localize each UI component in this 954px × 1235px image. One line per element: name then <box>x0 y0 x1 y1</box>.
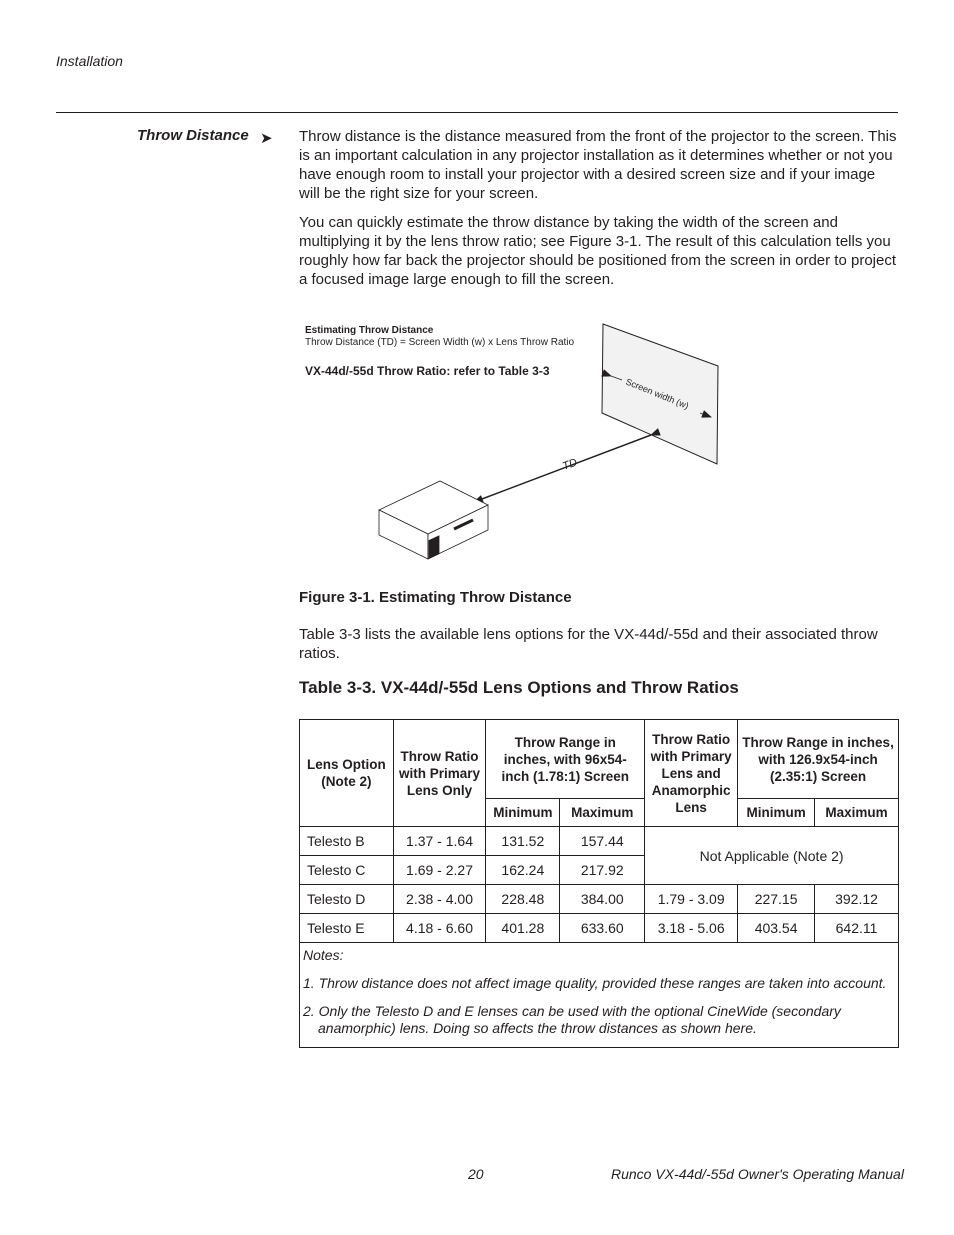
lens-name: Telesto B <box>300 827 394 856</box>
table-intro-paragraph: Table 3-3 lists the available lens options for the VX-44d/-55d and their associated throw ratios. <box>299 626 878 662</box>
td-label: TD <box>560 456 579 473</box>
header-throw-ratio-primary: Throw Ratio with Primary Lens Only <box>393 720 486 827</box>
lens-options-table <box>299 719 899 1048</box>
header-minimum: Minimum <box>738 799 815 827</box>
range-max: 157.44 <box>560 827 645 856</box>
note-1: 1. Throw distance does not affect image quality, provided these ranges are taken into account. <box>303 975 887 991</box>
range-min: 228.48 <box>486 885 560 914</box>
anamorphic-min: 227.15 <box>738 885 815 914</box>
figure-formula: Throw Distance (TD) = Screen Width (w) x Lens Throw Ratio <box>305 337 575 348</box>
range-max: 384.00 <box>560 885 645 914</box>
throw-distance-diagram <box>370 318 730 568</box>
section-heading: Throw Distance <box>137 127 249 144</box>
anamorphic-max: 642.11 <box>815 914 899 943</box>
header-maximum: Maximum <box>560 799 645 827</box>
projector-icon <box>379 481 488 559</box>
throw-ratio: 4.18 - 6.60 <box>393 914 486 943</box>
header-throw-ratio-anamorphic: Throw Ratio with Primary Lens and Anamorphic Lens <box>645 720 738 827</box>
header-range-178: Throw Range in inches, with 96x54-inch (1.78:1) Screen <box>486 720 645 799</box>
estimate-paragraph: You can quickly estimate the throw distance by taking the width of the screen and multiplying it by the lens throw ratio; see Figure 3-1. The result of this calculation tells you roughly how far back the projector should be positioned from the screen in order to project a focused image large enough to fill the screen. <box>299 214 896 288</box>
running-header: Installation <box>56 53 123 69</box>
header-minimum: Minimum <box>486 799 560 827</box>
heading-arrow-icon: ➤ <box>260 130 273 147</box>
screen-width-label: Screen width (w) <box>624 376 691 411</box>
not-applicable-cell: Not Applicable (Note 2) <box>645 827 899 885</box>
lens-name: Telesto C <box>300 856 394 885</box>
table-notes <box>300 943 899 1048</box>
table-title: Table 3-3. VX-44d/-55d Lens Options and Throw Ratios <box>299 678 739 697</box>
anamorphic-ratio: 1.79 - 3.09 <box>645 885 738 914</box>
footer-manual-title: Runco VX-44d/-55d Owner's Operating Manual <box>611 1166 904 1182</box>
range-min: 131.52 <box>486 827 560 856</box>
anamorphic-min: 403.54 <box>738 914 815 943</box>
table-notes-row <box>300 943 899 1048</box>
note-2: 2. Only the Telesto D and E lenses can be used with the optional CineWide (secondary anamorphic) lens. Doing so affects the throw distances as shown here. <box>303 1003 841 1036</box>
intro-paragraph: Throw distance is the distance measured from the front of the projector to the screen. This is an important calculation in any projector installation as it determines whether or not you have enough room to install your projector with a desired screen size and if your image will be the right size for your screen. <box>299 128 897 202</box>
header-range-235: Throw Range in inches, with 126.9x54-inch (2.35:1) Screen <box>738 720 899 799</box>
lens-name: Telesto D <box>300 885 394 914</box>
page-number: 20 <box>468 1166 484 1182</box>
range-max: 633.60 <box>560 914 645 943</box>
header-rule <box>56 112 898 113</box>
notes-label: Notes: <box>303 947 344 963</box>
table-row <box>300 827 899 856</box>
figure-title: Estimating Throw Distance <box>305 325 434 336</box>
table-header-row <box>300 720 899 799</box>
range-min: 401.28 <box>486 914 560 943</box>
range-max: 217.92 <box>560 856 645 885</box>
header-maximum: Maximum <box>815 799 899 827</box>
range-min: 162.24 <box>486 856 560 885</box>
table-row <box>300 885 899 914</box>
anamorphic-max: 392.12 <box>815 885 899 914</box>
figure-caption: Figure 3-1. Estimating Throw Distance <box>299 589 572 606</box>
throw-ratio: 1.69 - 2.27 <box>393 856 486 885</box>
figure-ratio-note: VX-44d/-55d Throw Ratio: refer to Table 3-3 <box>305 364 550 378</box>
anamorphic-ratio: 3.18 - 5.06 <box>645 914 738 943</box>
lens-name: Telesto E <box>300 914 394 943</box>
table-row <box>300 914 899 943</box>
throw-ratio: 1.37 - 1.64 <box>393 827 486 856</box>
header-lens-option: Lens Option (Note 2) <box>300 720 394 827</box>
throw-ratio: 2.38 - 4.00 <box>393 885 486 914</box>
